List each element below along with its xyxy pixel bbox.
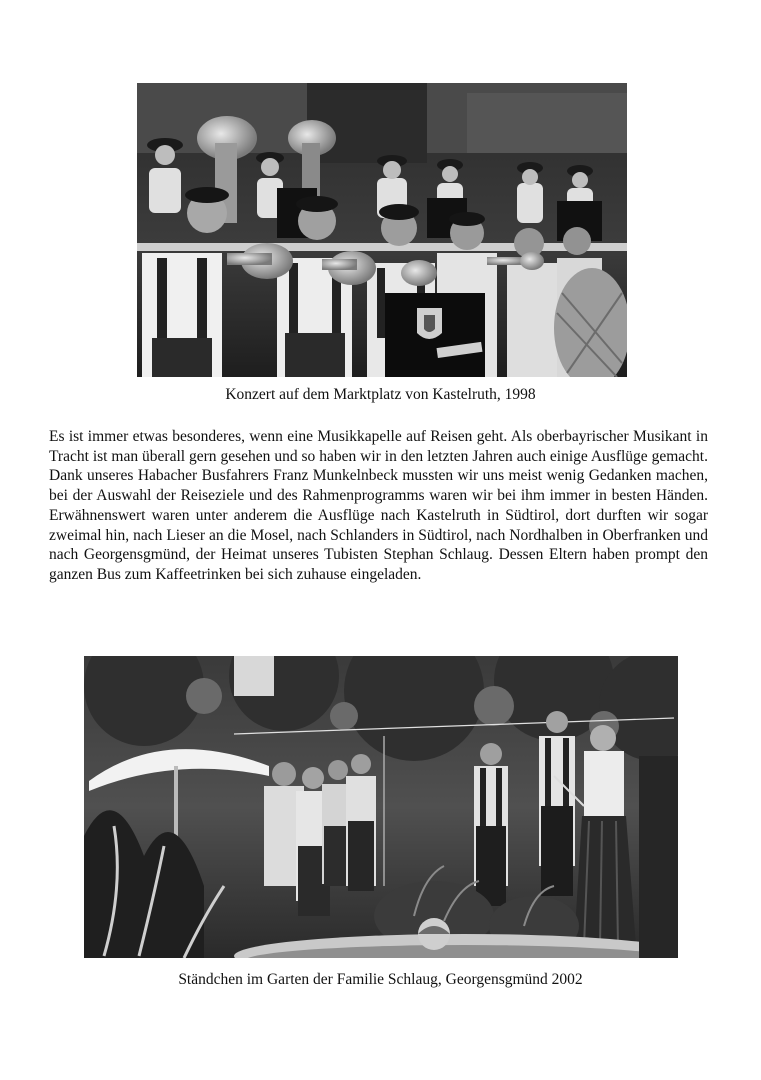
concert-photo-caption: Konzert auf dem Marktplatz von Kastelruth, 1998 <box>225 386 536 403</box>
body-paragraph: Es ist immer etwas besonderes, wenn eine Musikkapelle auf Reisen geht. Als oberbayrischer Musikant in Tracht ist man überall gern gesehen und so haben wir in den letzten Jahren auch einige Ausflüge gemacht. Dank unseres Habacher Busfahrers Franz Munkelnbeck mussten wir uns meist wenig Gedanken machen, bei der Auswahl der Reiseziele und des Rahmenprogramms waren wir bei ihm immer in besten Händen. Erwähnenswert waren unter anderem die Ausflüge nach Kastelruth in Südtirol, dort durften wir sogar zweimal hin, nach Lieser an die Mosel, nach Schlanders in Südtirol, nach Nordhalben in Oberfranken und nach Georgensgmünd, der Heimat unseres Tubisten Stephan Schlaug. Dessen Eltern haben prompt den ganzen Bus zum Kaffeetrinken bei sich zuhause eingeladen. <box>49 428 708 583</box>
concert-photo-image <box>137 83 627 377</box>
concert-photo <box>137 83 627 377</box>
garden-photo-image <box>84 656 678 958</box>
garden-photo-caption: Ständchen im Garten der Familie Schlaug, Georgensgmünd 2002 <box>178 971 583 988</box>
garden-photo <box>84 656 678 958</box>
